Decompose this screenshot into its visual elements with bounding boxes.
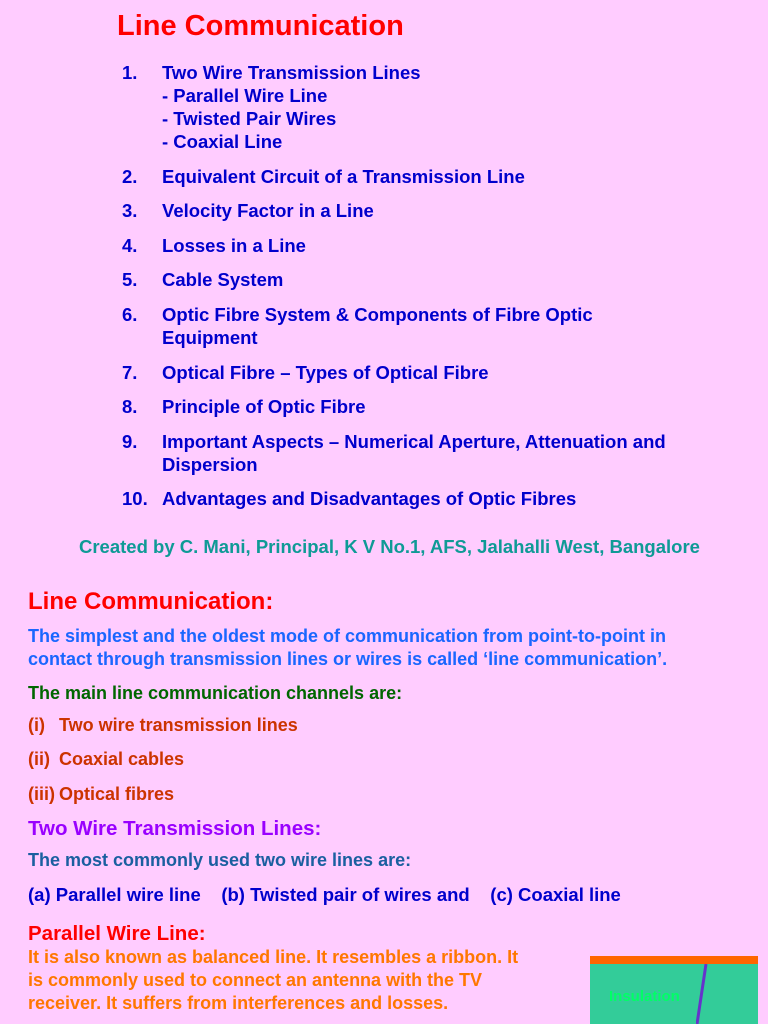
type-parallel: (a) Parallel wire line <box>28 884 201 905</box>
two-wire-lead: The most commonly used two wire lines are: <box>28 850 412 870</box>
channel-item <box>28 784 174 805</box>
toc-item-9 <box>122 430 722 476</box>
conductor-stripe <box>590 956 758 964</box>
toc-number: 8. <box>122 396 138 418</box>
toc-item-10 <box>122 487 722 510</box>
channel-item <box>28 749 184 770</box>
toc-item-3 <box>122 199 722 222</box>
intro-paragraph <box>28 625 748 671</box>
toc-number: 5. <box>122 269 138 291</box>
toc-number: 4. <box>122 234 138 256</box>
channel-label: Optical fibres <box>59 784 175 804</box>
type-twisted: (b) Twisted pair of wires and <box>221 884 470 905</box>
toc-number: 3. <box>122 200 138 222</box>
toc-text-continued: Dispersion <box>162 453 258 475</box>
table-of-contents <box>122 61 722 522</box>
parallel-wire-paragraph <box>28 946 573 1015</box>
toc-text: Equivalent Circuit of a Transmission Line <box>162 165 525 187</box>
toc-subitem: - Parallel Wire Line <box>162 85 328 106</box>
toc-text: Losses in a Line <box>162 234 306 256</box>
channel-number: (i) <box>28 715 45 735</box>
toc-text-continued: Equipment <box>162 326 258 348</box>
two-wire-types <box>28 884 621 906</box>
toc-item-8 <box>122 395 722 418</box>
channel-number: (iii) <box>28 784 55 804</box>
ribbon-cable-diagram <box>590 956 758 1024</box>
paragraph-line: It is also known as balanced line. It resembles a ribbon. It <box>28 947 519 967</box>
channel-item <box>28 715 298 736</box>
toc-text: Principle of Optic Fibre <box>162 396 366 418</box>
toc-text: Optical Fibre – Types of Optical Fibre <box>162 361 489 383</box>
insulation-label: Insulation <box>609 988 680 1005</box>
toc-text: Cable System <box>162 269 284 291</box>
toc-number: 2. <box>122 165 138 187</box>
channel-label: Coaxial cables <box>59 749 185 769</box>
toc-item-5 <box>122 268 722 291</box>
page-title: Line Communication <box>117 10 404 42</box>
toc-item-4 <box>122 234 722 257</box>
toc-text: Optic Fibre System & Components of Fibre Optic <box>162 303 593 325</box>
toc-subitem: - Coaxial Line <box>162 131 283 152</box>
two-wire-heading: Two Wire Transmission Lines: <box>28 817 322 840</box>
paragraph-line: is commonly used to connect an antenna with the TV <box>28 970 483 990</box>
toc-number: 1. <box>122 62 138 83</box>
type-coaxial: (c) Coaxial line <box>490 884 621 905</box>
toc-subitem: - Twisted Pair Wires <box>162 108 337 129</box>
parallel-wire-heading: Parallel Wire Line: <box>28 922 206 945</box>
toc-item-1 <box>122 61 722 153</box>
toc-item-6 <box>122 303 722 349</box>
paragraph-line: receiver. It suffers from interferences and losses. <box>28 993 449 1013</box>
toc-number: 10. <box>122 488 148 510</box>
channel-number: (ii) <box>28 749 50 769</box>
toc-text: Advantages and Disadvantages of Optic Fibres <box>162 488 577 510</box>
intro-line: contact through transmission lines or wires is called ‘line communication’. <box>28 649 668 669</box>
toc-number: 6. <box>122 303 138 325</box>
author-credit: Created by C. Mani, Principal, K V No.1, AFS, Jalahalli West, Bangalore <box>79 536 700 557</box>
channel-label: Two wire transmission lines <box>59 715 298 735</box>
toc-text: Important Aspects – Numerical Aperture, Attenuation and <box>162 430 666 452</box>
toc-text: Velocity Factor in a Line <box>162 200 374 222</box>
toc-number: 9. <box>122 430 138 452</box>
toc-number: 7. <box>122 361 138 383</box>
channels-lead: The main line communication channels are: <box>28 683 403 703</box>
toc-text: Two Wire Transmission Lines <box>162 62 421 83</box>
toc-item-2 <box>122 165 722 188</box>
intro-line: The simplest and the oldest mode of communication from point-to-point in <box>28 626 666 646</box>
toc-item-7 <box>122 361 722 384</box>
conductor-wire <box>696 964 708 1024</box>
section-heading: Line Communication: <box>28 588 274 615</box>
